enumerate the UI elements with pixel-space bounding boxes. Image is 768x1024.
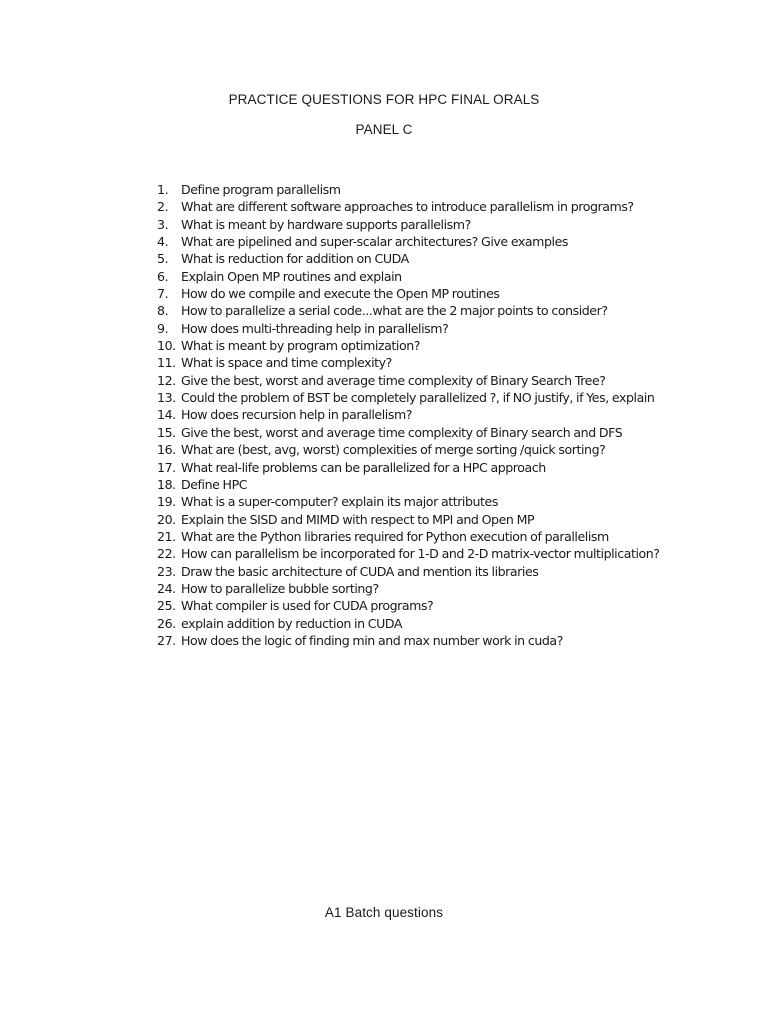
question-item bbox=[157, 632, 757, 649]
question-item bbox=[157, 459, 757, 476]
question-number: 4. bbox=[157, 234, 169, 250]
question-item bbox=[157, 597, 757, 614]
question-number: 25. bbox=[157, 598, 176, 614]
question-number: 17. bbox=[157, 459, 176, 475]
question-text: What are different software approaches to introduce parallelism in programs? bbox=[181, 199, 634, 215]
question-text: explain addition by reduction in CUDA bbox=[181, 615, 403, 631]
question-number: 19. bbox=[157, 494, 176, 510]
question-item bbox=[157, 424, 757, 441]
question-item bbox=[157, 285, 757, 302]
question-item bbox=[157, 615, 757, 632]
question-item bbox=[157, 181, 757, 198]
question-item bbox=[157, 302, 757, 319]
question-item bbox=[157, 233, 757, 250]
question-number: 2. bbox=[157, 199, 169, 215]
question-number: 14. bbox=[157, 407, 176, 423]
question-text: Could the problem of BST be completely parallelized ?, if NO justify, if Yes, explain bbox=[181, 390, 655, 406]
question-number: 9. bbox=[157, 320, 169, 336]
question-number: 6. bbox=[157, 268, 169, 284]
question-text: What are pipelined and super-scalar architectures? Give examples bbox=[181, 234, 569, 250]
question-item bbox=[157, 441, 757, 458]
question-text: How to parallelize a serial code...what are the 2 major points to consider? bbox=[181, 303, 608, 319]
question-item bbox=[157, 563, 757, 580]
question-number: 10. bbox=[157, 338, 176, 354]
question-item bbox=[157, 216, 757, 233]
question-text: What is space and time complexity? bbox=[181, 355, 392, 371]
question-item bbox=[157, 250, 757, 267]
question-item bbox=[157, 372, 757, 389]
question-number: 8. bbox=[157, 303, 169, 319]
question-text: How does recursion help in parallelism? bbox=[181, 407, 412, 423]
question-item bbox=[157, 198, 757, 215]
question-text: What is a super-computer? explain its major attributes bbox=[181, 494, 498, 510]
question-text: Explain the SISD and MIMD with respect to MPI and Open MP bbox=[181, 511, 535, 527]
question-number: 18. bbox=[157, 476, 176, 492]
question-item bbox=[157, 580, 757, 597]
question-number: 26. bbox=[157, 615, 176, 631]
question-text: What are (best, avg, worst) complexities of merge sorting /quick sorting? bbox=[181, 442, 606, 458]
question-text: What compiler is used for CUDA programs? bbox=[181, 598, 434, 614]
question-text: How can parallelism be incorporated for 1-D and 2-D matrix-vector multiplication? bbox=[181, 546, 660, 562]
question-text: What is meant by program optimization? bbox=[181, 338, 420, 354]
question-number: 22. bbox=[157, 546, 176, 562]
question-text: Explain Open MP routines and explain bbox=[181, 268, 402, 284]
question-item bbox=[157, 476, 757, 493]
question-item bbox=[157, 511, 757, 528]
question-list bbox=[157, 181, 757, 649]
question-item bbox=[157, 337, 757, 354]
question-item bbox=[157, 545, 757, 562]
question-text: Define program parallelism bbox=[181, 182, 341, 197]
question-number: 15. bbox=[157, 424, 176, 440]
question-number: 16. bbox=[157, 442, 176, 458]
question-item bbox=[157, 320, 757, 337]
question-number: 20. bbox=[157, 511, 176, 527]
question-number: 11. bbox=[157, 355, 176, 371]
question-text: What is meant by hardware supports parallelism? bbox=[181, 216, 471, 232]
question-text: How does the logic of finding min and max number work in cuda? bbox=[181, 632, 563, 648]
question-text: What is reduction for addition on CUDA bbox=[181, 251, 409, 267]
question-item bbox=[157, 528, 757, 545]
batch-footer-note: A1 Batch questions bbox=[324, 905, 444, 920]
question-item bbox=[157, 406, 757, 423]
question-number: 5. bbox=[157, 251, 169, 267]
question-item bbox=[157, 268, 757, 285]
question-text: How do we compile and execute the Open MP routines bbox=[181, 286, 500, 302]
question-number: 23. bbox=[157, 563, 176, 579]
question-item bbox=[157, 389, 757, 406]
question-number: 27. bbox=[157, 632, 176, 648]
question-number: 12. bbox=[157, 372, 176, 388]
question-item bbox=[157, 354, 757, 371]
question-text: What real-life problems can be parallelized for a HPC approach bbox=[181, 459, 546, 475]
question-number: 13. bbox=[157, 390, 176, 406]
question-text: How to parallelize bubble sorting? bbox=[181, 580, 379, 596]
question-text: Give the best, worst and average time complexity of Binary Search Tree? bbox=[181, 372, 606, 388]
question-text: Draw the basic architecture of CUDA and mention its libraries bbox=[181, 563, 539, 579]
question-number: 7. bbox=[157, 286, 169, 302]
question-text: What are the Python libraries required for Python execution of parallelism bbox=[181, 528, 609, 544]
question-number: 24. bbox=[157, 580, 176, 596]
panel-heading: PANEL C bbox=[355, 122, 413, 137]
question-text: Define HPC bbox=[181, 476, 248, 492]
question-number: 21. bbox=[157, 528, 176, 544]
question-number: 1. bbox=[157, 182, 169, 197]
document-title: PRACTICE QUESTIONS FOR HPC FINAL ORALS bbox=[228, 92, 540, 107]
question-text: Give the best, worst and average time complexity of Binary search and DFS bbox=[181, 424, 623, 440]
question-item bbox=[157, 493, 757, 510]
question-number: 3. bbox=[157, 216, 169, 232]
question-text: How does multi-threading help in parallelism? bbox=[181, 320, 449, 336]
